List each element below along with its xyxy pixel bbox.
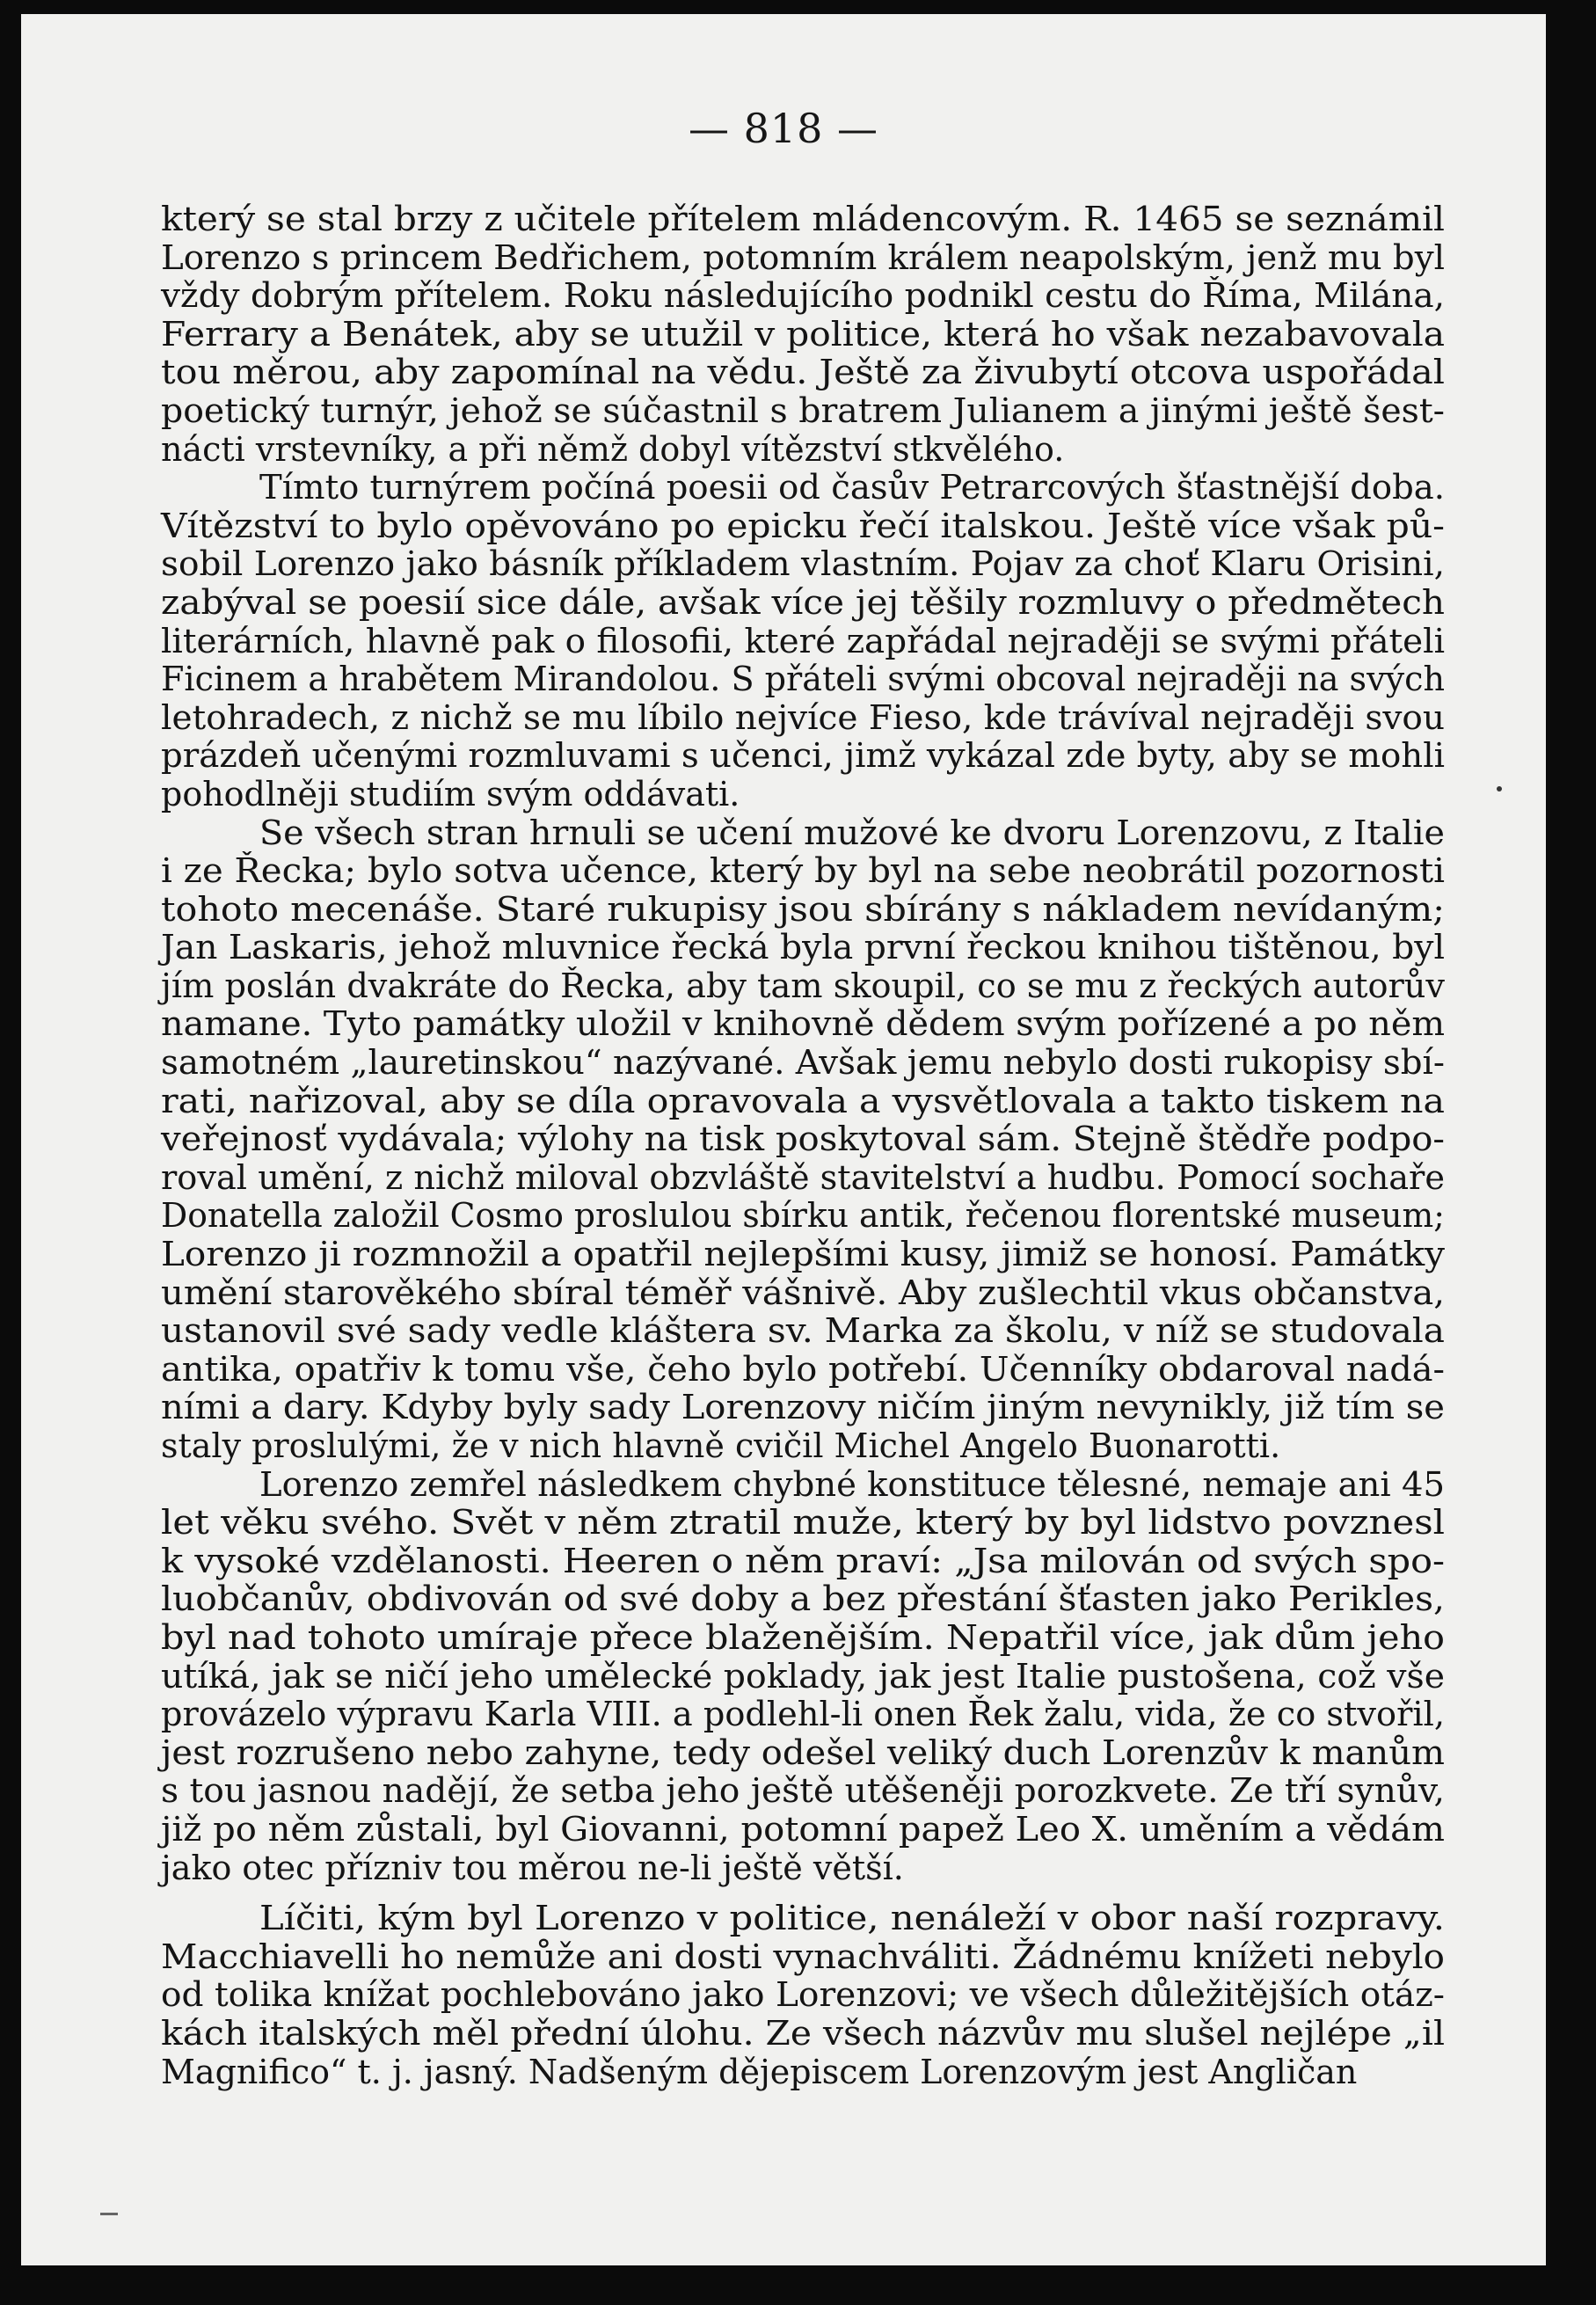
text-line: Lorenzo ji rozmnožil a opatřil nejlepšími kusy, jimiž se honosí. Památky [161, 1235, 1445, 1274]
text-line: byl nad tohoto umíraje přece blaženějším. Nepatřil více, jak dům jeho [161, 1617, 1445, 1657]
text-line: rati, nařizoval, aby se díla opravovala a vysvětlovala a takto tiskem na [161, 1081, 1445, 1120]
text-line: Líčiti, kým byl Lorenzo v politice, nenáleží v obor naší rozpravy. [259, 1899, 1446, 1938]
text-line: provázelo výpravu Karla VIII. a podlehl-li onen Řek žalu, vida, že co stvořil, [161, 1695, 1445, 1734]
text-line: let věku svého. Svět v něm ztratil muže, který by byl lidstvo povznesl [161, 1503, 1445, 1543]
text-line: letohradech, z nichž se mu líbilo nejvíce Fieso, kde trávíval nejraději svou [161, 697, 1445, 737]
text-line: Tímto turnýrem počíná poesii od časův Petrarcových šťastnější doba. [259, 468, 1445, 507]
text-line: Donatella založil Cosmo proslulou sbírku antik, řečenou florentské museum; [161, 1196, 1445, 1236]
text-line: luobčanův, obdivován od své doby a bez přestání šťasten jako Perikles, [161, 1579, 1446, 1619]
scan-mark [100, 2213, 118, 2215]
text-line: jako otec přízniv tou měrou ne-li ještě větší. [161, 1848, 904, 1887]
text-line: ními a dary. Kdyby byly sady Lorenzovy ničím jiným nevynikly, již tím se [161, 1388, 1445, 1427]
text-line: Se všech stran hrnuli se učení mužové ke dvoru Lorenzovu, z Italie [259, 813, 1445, 852]
text-line: Lorenzo s princem Bedřichem, potomním králem neapolským, jenž mu byl [161, 237, 1445, 277]
text-line: zabýval se poesií sice dále, avšak více jej těšily rozmluvy o předmětech [161, 582, 1445, 622]
text-line: Ferrary a Benátek, aby se utužil v politice, která ho však nezabavovala [161, 314, 1445, 354]
text-line: utíká, jak se ničí jeho umělecké poklady, jak jest Italie pustošena, což vše [161, 1656, 1445, 1696]
text-line: tohoto mecenáše. Staré rukupisy jsou sbírány s nákladem nevídaným; [161, 889, 1445, 929]
text-line: Vítězství to bylo opěvováno po epicku řečí italskou. Ještě více však pů- [161, 506, 1445, 545]
text-line: tou měrou, aby zapomínal na vědu. Ještě za živubytí otcova uspořádal [161, 353, 1445, 392]
text-line: i ze Řecka; bylo sotva učence, který by byl na sebe neobrátil pozornosti [161, 851, 1445, 891]
text-line: namane. Tyto památky uložil v knihovně dědem svým pořízené a po něm [161, 1004, 1445, 1044]
text-line: jest rozrušeno nebo zahyne, tedy odešel veliký duch Lorenzův k manům [161, 1732, 1445, 1772]
text-line: k vysoké vzdělanosti. Heeren o něm praví: „Jsa milován od svých spo- [161, 1541, 1445, 1580]
text-line: Jan Laskaris, jehož mluvnice řecká byla první řeckou knihou tištěnou, byl [161, 928, 1445, 967]
book-page [21, 14, 1546, 2265]
text-line: prázdeň učenými rozmluvami s učenci, jimž vykázal zde byty, aby se mohli [161, 736, 1445, 776]
text-line: vždy dobrým přítelem. Roku následujícího podnikl cestu do Říma, Milána, [161, 276, 1445, 316]
page-number: — 818 — [688, 105, 879, 152]
text-line: již po něm zůstali, byl Giovanni, potomní papež Leo X. uměním a vědám [161, 1809, 1445, 1849]
text-line: nácti vrstevníky, a při němž dobyl vítězství stkvělého. [161, 429, 1065, 469]
text-line: veřejnosť vydávala; výlohy na tisk poskytoval sám. Stejně štědře podpo- [161, 1120, 1445, 1159]
margin-dot [1497, 786, 1502, 791]
text-line: staly proslulými, že v nich hlavně cvičil Michel Angelo Buonarotti. [161, 1426, 1281, 1465]
text-line: kách italských měl přední úlohu. Ze všech názvův mu slušel nejlépe „il [161, 2013, 1445, 2053]
text-line: pohodlněji studiím svým oddávati. [161, 774, 740, 813]
text-line: samotném „lauretinskou“ nazývané. Avšak jemu nebylo dosti rukopisy sbí- [161, 1043, 1446, 1083]
text-line: antika, opatřiv k tomu vše, čeho bylo potřebí. Učenníky obdaroval nadá- [161, 1349, 1445, 1389]
text-line: Macchiavelli ho nemůže ani dosti vynachváliti. Žádnému knížeti nebylo [161, 1937, 1445, 1976]
text-line: Magnifico“ t. j. jasný. Nadšeným dějepiscem Lorenzovým jest Angličan [161, 2052, 1358, 2091]
text-line: který se stal brzy z učitele přítelem mládencovým. R. 1465 se seznámil [161, 200, 1445, 238]
text-line: roval umění, z nichž miloval obzvláště stavitelství a hudbu. Pomocí sochaře [161, 1157, 1445, 1197]
text-line: od tolika knížat pochlebováno jako Lorenzovi; ve všech důležitějších otáz- [161, 1975, 1445, 2015]
text-line: Lorenzo zemřel následkem chybné konstituce tělesné, nemaje ani 45 [259, 1464, 1445, 1504]
text-line: ustanovil své sady vedle kláštera sv. Marka za školu, v níž se studovala [161, 1311, 1445, 1351]
text-line: literárních, hlavně pak o filosofii, které zapřádal nejraději se svými přáteli [161, 621, 1445, 660]
text-line: s tou jasnou nadějí, že setba jeho ještě utěšeněji porozkvete. Ze tří synův, [161, 1771, 1445, 1811]
text-line: poetický turnýr, jehož se súčastnil s bratrem Julianem a jinými ještě šest- [161, 390, 1445, 430]
text-line: sobil Lorenzo jako básník příkladem vlastním. Pojav za choť Klaru Orisini, [161, 544, 1445, 584]
page-text [161, 201, 1445, 2091]
text-line: umění starověkého sbíral téměř vášnivě. Aby zušlechtil vkus občanstva, [161, 1273, 1445, 1312]
text-line: jím poslán dvakráte do Řecka, aby tam skoupil, co se mu z řeckých autorův [161, 966, 1445, 1005]
text-line: Ficinem a hrabětem Mirandolou. S přáteli svými obcoval nejraději na svých [161, 660, 1445, 699]
